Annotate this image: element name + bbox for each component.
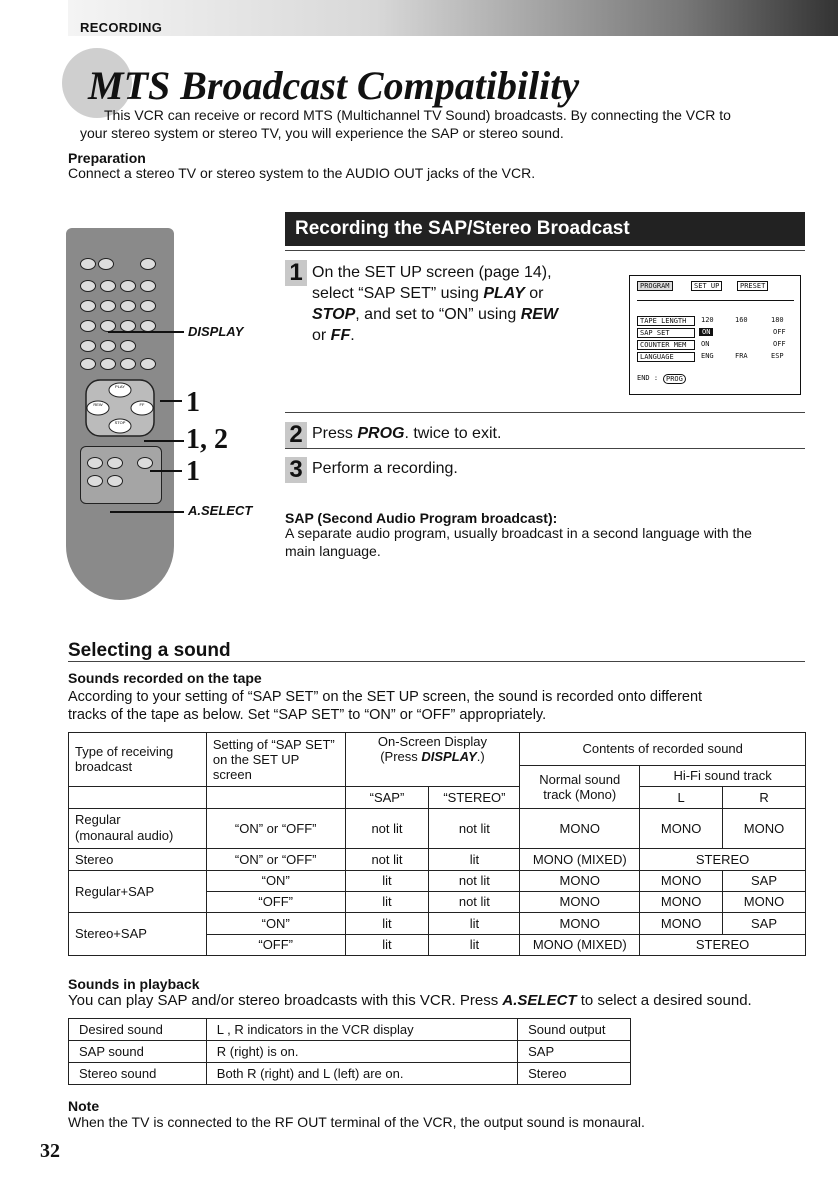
playback-heading: Sounds in playback [68, 976, 200, 992]
remote-lower-panel [80, 446, 162, 504]
display-callout: DISPLAY [188, 324, 244, 339]
osd-row-sap-set: SAP SET ON OFF [637, 328, 794, 338]
divider [285, 448, 805, 449]
table-row: Stereo+SAP “ON” lit lit MONO MONO SAP [69, 912, 806, 934]
header-osd-spacer [345, 765, 520, 786]
osd-prog-key: PROG [663, 374, 686, 384]
remote-button [80, 280, 96, 292]
callout-step-1-2: 1, 2 [186, 424, 228, 455]
sap-definition-heading: SAP (Second Audio Program broadcast): [285, 510, 558, 526]
recorded-sound-table [68, 732, 806, 956]
page-title: MTS Broadcast Compatibility [88, 63, 580, 108]
sap-definition-text: A separate audio program, usually broadcast in a second language with the main language. [285, 525, 752, 559]
recording-banner: Recording the SAP/Stereo Broadcast [285, 212, 805, 246]
osd-tabs [637, 281, 794, 293]
divider [285, 412, 805, 413]
header-setting: Setting of “SAP SET” on the SET UP screen [206, 733, 345, 787]
callout-line [108, 331, 184, 333]
table-row: “OFF” lit lit MONO (MIXED) STEREO [69, 934, 806, 955]
step-1-text: On the SET UP screen (page 14), select “SAP SET” using PLAY or STOP, and set to “ON” using REW or FF. [312, 262, 612, 346]
note-heading: Note [68, 1098, 100, 1114]
osd-tab-program: PROGRAM [637, 281, 673, 291]
remote-button [100, 358, 116, 370]
remote-button [120, 300, 136, 312]
header-l: L [640, 786, 723, 808]
playback-text: You can play SAP and/or stereo broadcasts with this VCR. Press A.SELECT to select a desired sound. [68, 992, 752, 1009]
remote-button [137, 457, 153, 469]
header-stereo: “STEREO” [429, 786, 520, 808]
remote-button [120, 358, 136, 370]
table-header-row: Desired sound L , R indicators in the VCR display Sound output [69, 1019, 631, 1041]
remote-button [87, 457, 103, 469]
header-osd: On-Screen Display (Press DISPLAY.) [345, 733, 520, 766]
header-contents: Contents of recorded sound [520, 733, 806, 766]
table-row: Stereo sound Both R (right) and L (left) are on. Stereo [69, 1063, 631, 1085]
step-3-number: 3 [285, 457, 307, 483]
remote-button [100, 280, 116, 292]
remote-button [140, 358, 156, 370]
remote-button [140, 280, 156, 292]
intro-line-1: This VCR can receive or record MTS (Multichannel TV Sound) broadcasts. By connecting the VCR to [104, 107, 731, 123]
table-row: Regular+SAP “ON” lit not lit MONO MONO SAP [69, 870, 806, 891]
osd-tab-preset: PRESET [737, 281, 768, 291]
recorded-text: According to your setting of “SAP SET” on the SET UP screen, the sound is recorded onto different tracks of the tape as below. Set “SAP SET” to “ON” or “OFF” appropriately. [68, 689, 703, 723]
stop-key-label: STOP [114, 420, 126, 425]
selecting-heading: Selecting a sound [68, 640, 231, 661]
a-select-callout: A.SELECT [188, 503, 253, 518]
table-row: “OFF” lit not lit MONO MONO MONO [69, 891, 806, 912]
remote-button [80, 300, 96, 312]
remote-button [80, 320, 96, 332]
osd-row-language: LANGUAGE ENG FRA ESP [637, 352, 794, 362]
header-normal: Normal sound track (Mono) [520, 765, 640, 808]
intro-line-2: your stereo system or stereo TV, you will experience the SAP or stereo sound. [80, 125, 564, 141]
callout-line [150, 470, 182, 472]
step-1-number: 1 [285, 260, 307, 286]
header-band [68, 0, 838, 36]
remote-button [140, 258, 156, 270]
osd-divider [637, 300, 794, 301]
osd-row-tape-length: TAPE LENGTH 120 160 180 [637, 316, 794, 326]
page-number: 32 [40, 1140, 60, 1162]
remote-button [140, 300, 156, 312]
osd-row-counter-mem: COUNTER MEM ON OFF [637, 340, 794, 350]
playback-table [68, 1018, 631, 1085]
callout-line [110, 511, 184, 513]
header-type: Type of receiving broadcast [69, 733, 207, 787]
remote-button [100, 300, 116, 312]
divider [68, 661, 805, 662]
header-sap: “SAP” [345, 786, 429, 808]
remote-button [107, 457, 123, 469]
step-2-text: Press PROG. twice to exit. [312, 425, 502, 442]
callout-line [144, 440, 184, 442]
recorded-heading: Sounds recorded on the tape [68, 670, 262, 686]
remote-button [80, 340, 96, 352]
callout-step-1b: 1 [186, 456, 200, 487]
setup-screen-osd [629, 275, 801, 395]
preparation-heading: Preparation [68, 150, 146, 166]
rew-key-label: REW [93, 402, 103, 407]
ff-key-label: FF [139, 402, 145, 407]
preparation-text: Connect a stereo TV or stereo system to the AUDIO OUT jacks of the VCR. [68, 165, 536, 181]
note-text: When the TV is connected to the RF OUT terminal of the VCR, the output sound is monaural. [68, 1114, 645, 1130]
header-r: R [723, 786, 806, 808]
step-2-number: 2 [285, 422, 307, 448]
osd-end-row: END : PROG [637, 374, 794, 384]
table-row: Regular (monaural audio) “ON” or “OFF” not lit not lit MONO MONO MONO [69, 808, 806, 848]
a-select-button [107, 475, 123, 487]
display-button [100, 340, 116, 352]
table-row: SAP sound R (right) is on. SAP [69, 1041, 631, 1063]
table-row: Stereo “ON” or “OFF” not lit lit MONO (MIXED) STEREO [69, 848, 806, 870]
section-tag: RECORDING [80, 20, 163, 35]
header-hifi: Hi-Fi sound track [640, 765, 806, 786]
header-spacer [69, 786, 207, 808]
remote-button [80, 358, 96, 370]
header-spacer [206, 786, 345, 808]
step-3-text: Perform a recording. [312, 460, 458, 477]
remote-button [87, 475, 103, 487]
step-1-line-1: On the SET UP screen (page 14), [312, 264, 552, 281]
callout-step-1: 1 [186, 387, 200, 418]
divider [285, 250, 805, 251]
remote-button [80, 258, 96, 270]
remote-button [98, 258, 114, 270]
remote-control-illustration [66, 228, 174, 600]
osd-tab-setup: SET UP [691, 281, 722, 291]
remote-dpad [84, 376, 156, 440]
callout-line [160, 400, 182, 402]
remote-button [120, 280, 136, 292]
remote-button [120, 340, 136, 352]
play-key-label: PLAY [115, 384, 125, 389]
